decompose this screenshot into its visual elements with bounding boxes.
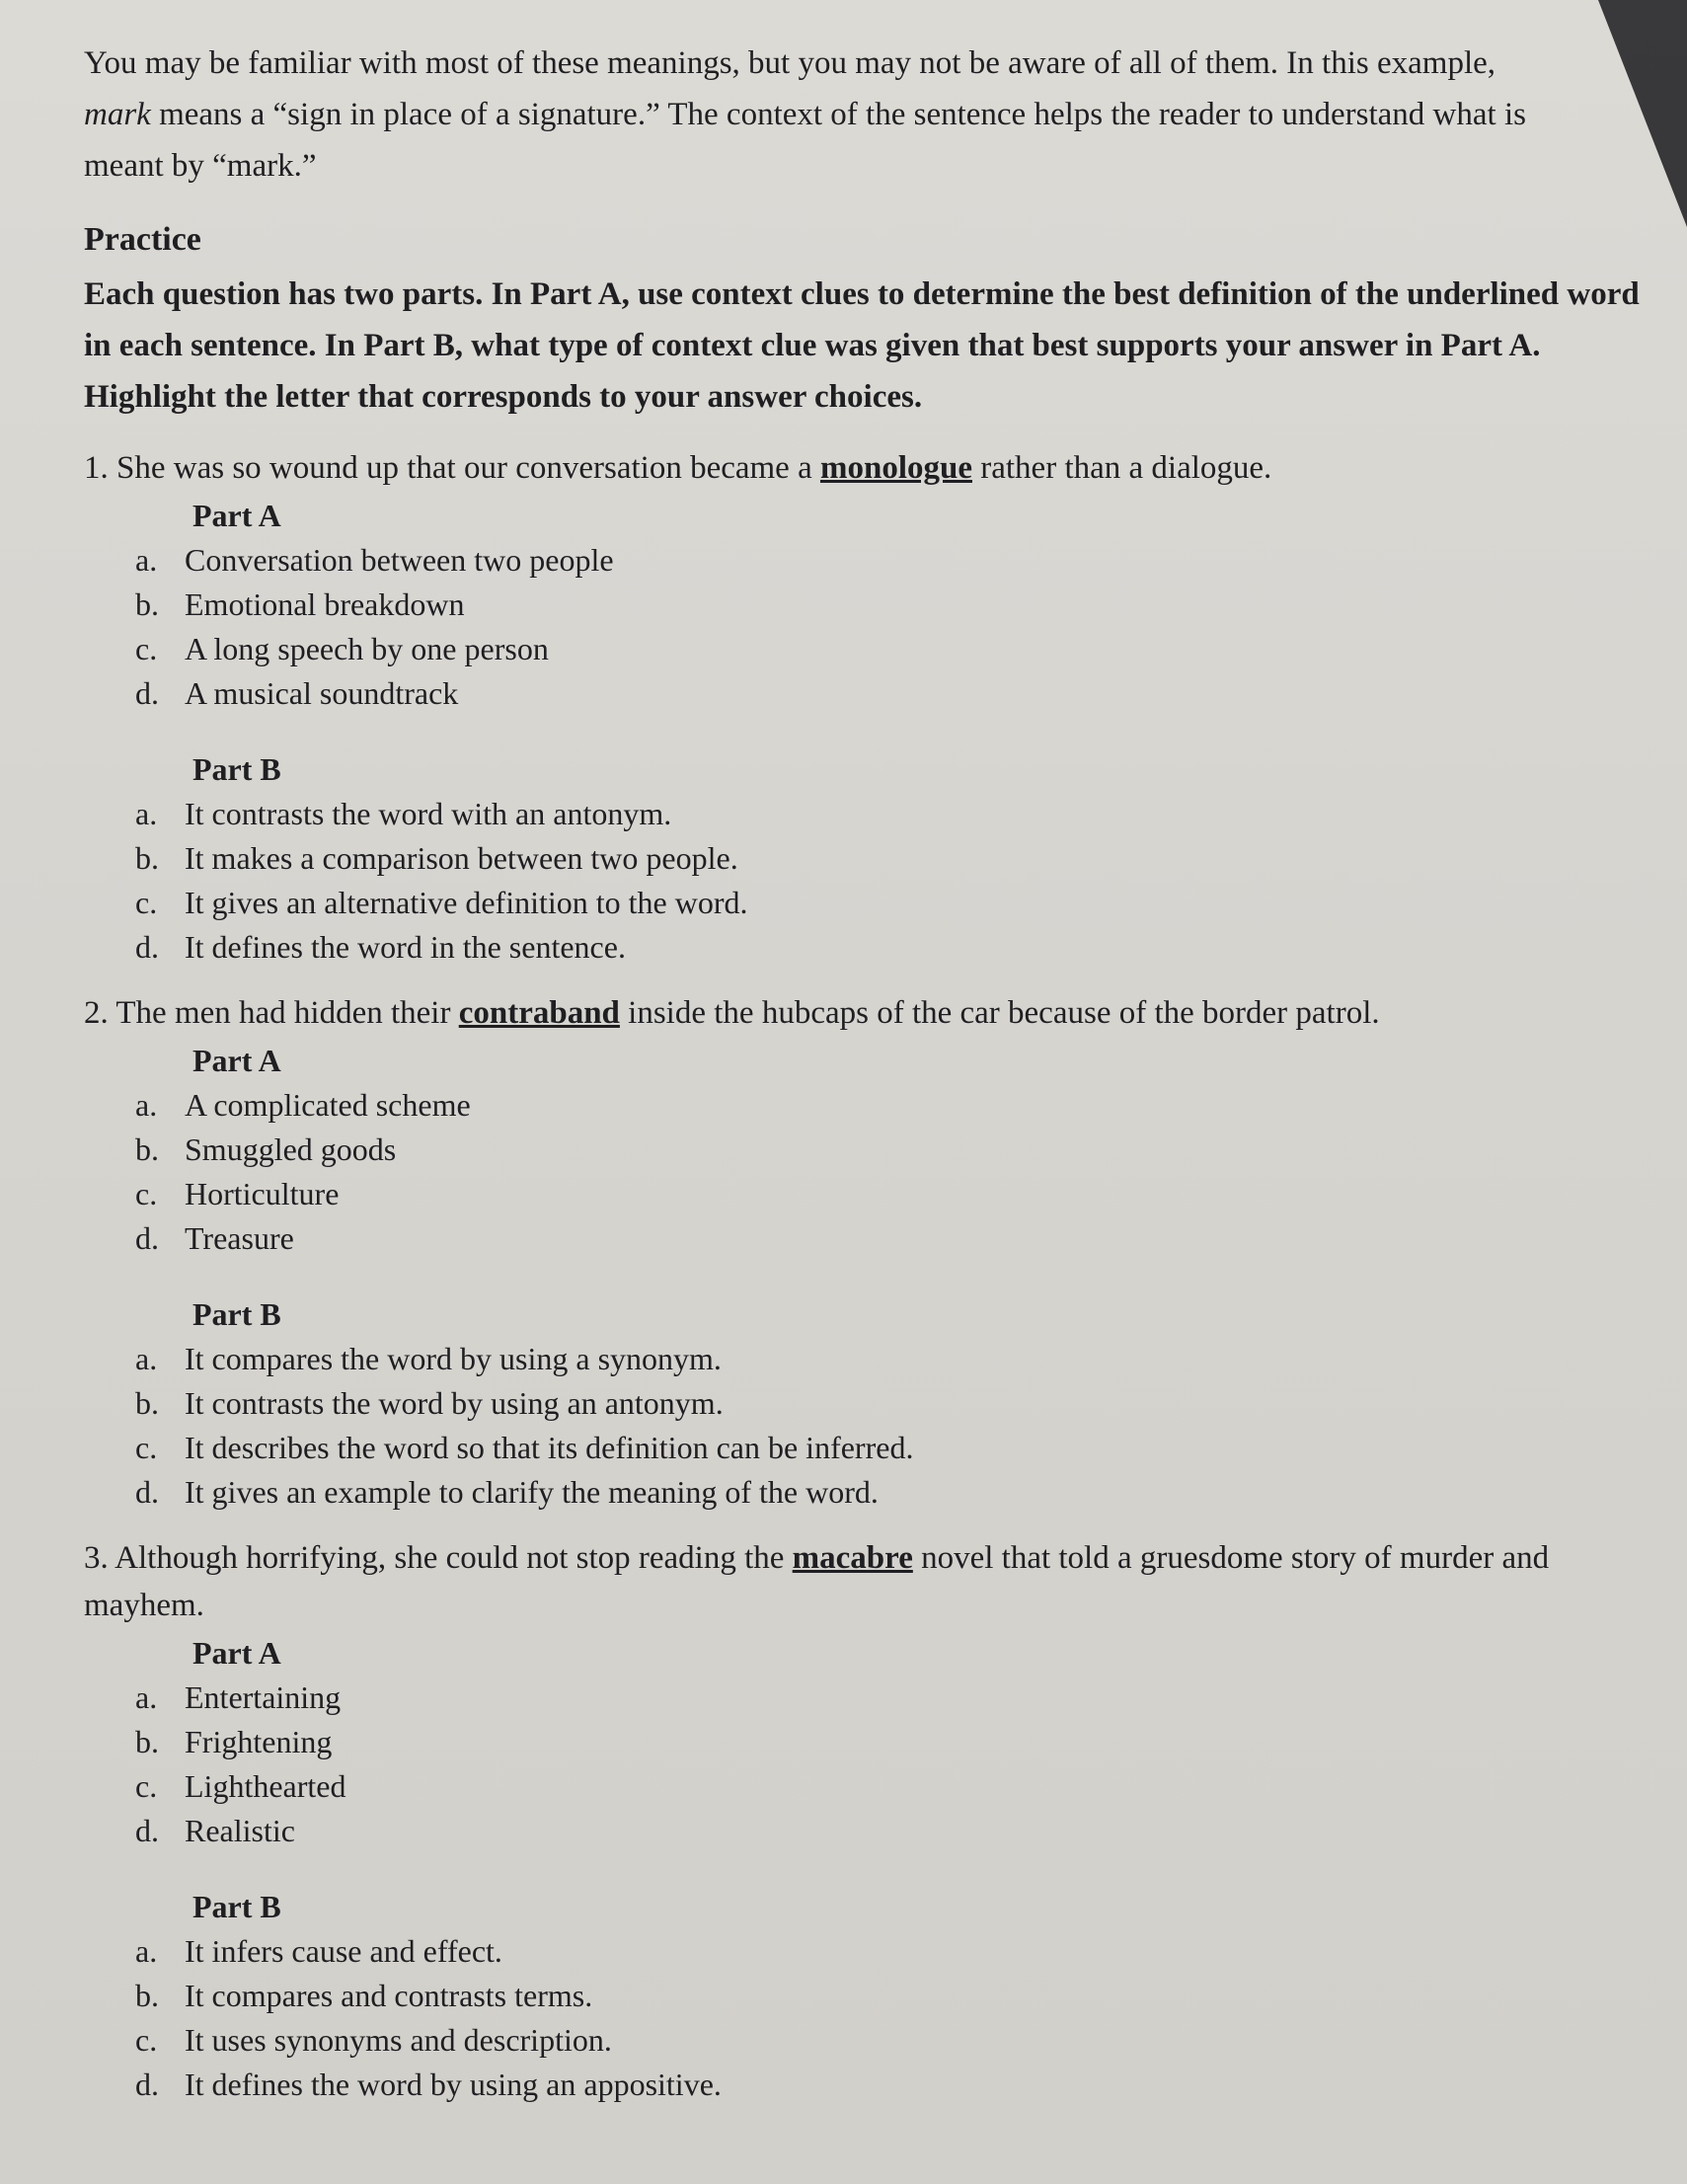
question-1 [84, 444, 1663, 970]
choice-text: Emotional breakdown [185, 586, 465, 622]
choice-text: It compares and contrasts terms. [185, 1978, 593, 2013]
choice-letter: d. [135, 675, 159, 711]
answer-choice[interactable] [135, 1128, 1663, 1172]
practice-instructions: Each question has two parts. In Part A, use context clues to determine the best definition of the underlined word in each sentence. In Part B, what type of context clue was given that best supports your answer in Part A. Highlight the letter that corresponds to your answer choices. [84, 276, 1640, 415]
question-sentence [84, 1534, 1663, 1629]
choice-letter: c. [135, 631, 158, 666]
question-number: 3. [84, 1540, 109, 1576]
answer-choice[interactable] [135, 1337, 1663, 1381]
intro-line-3: meant by “mark.” [84, 148, 317, 184]
choice-letter: c. [135, 1430, 158, 1465]
answer-choice[interactable] [135, 627, 1663, 671]
choice-letter: a. [135, 1933, 158, 1969]
answer-choice[interactable] [135, 1216, 1663, 1261]
part-b-options [84, 792, 1663, 970]
intro-line-1: You may be familiar with most of these meanings, but you may not be aware of all of them. In this example, [84, 45, 1496, 81]
question-number: 2. [84, 995, 109, 1031]
choice-letter: d. [135, 1474, 159, 1510]
answer-choice[interactable] [135, 1172, 1663, 1216]
part-b-label: Part B [192, 1296, 281, 1332]
underlined-word: contraband [458, 995, 620, 1031]
choice-text: It contrasts the word with an antonym. [185, 796, 672, 831]
intro-paragraph [84, 38, 1663, 192]
answer-choice[interactable] [135, 538, 1663, 583]
choice-text: Treasure [185, 1220, 294, 1256]
answer-choice[interactable] [135, 1381, 1663, 1426]
choice-text: It compares the word by using a synonym. [185, 1341, 722, 1376]
part-a-label: Part A [192, 1635, 281, 1671]
question-2 [84, 989, 1663, 1515]
worksheet-content [84, 38, 1663, 2107]
choice-text: Conversation between two people [185, 542, 614, 578]
part-a-options [84, 538, 1663, 716]
answer-choice[interactable] [135, 1676, 1663, 1720]
choice-letter: b. [135, 1131, 159, 1167]
sentence-before: The men had hidden their [108, 995, 459, 1031]
answer-choice[interactable] [135, 1470, 1663, 1515]
part-a-options [84, 1676, 1663, 1853]
choice-text: A long speech by one person [185, 631, 549, 666]
answer-choice[interactable] [135, 671, 1663, 716]
answer-choice[interactable] [135, 2018, 1663, 2063]
choice-letter: d. [135, 1813, 159, 1848]
choice-letter: b. [135, 1978, 159, 2013]
answer-choice[interactable] [135, 2063, 1663, 2107]
choice-text: It defines the word by using an appositive. [185, 2067, 722, 2102]
choice-text: It infers cause and effect. [185, 1933, 502, 1969]
question-sentence [84, 444, 1663, 492]
question-sentence [84, 989, 1663, 1037]
part-b-options [84, 1337, 1663, 1515]
answer-choice[interactable] [135, 583, 1663, 627]
choice-text: It gives an alternative definition to the word. [185, 885, 748, 920]
part-b-label: Part B [192, 751, 281, 787]
question-list [84, 444, 1663, 2107]
part-a-label: Part A [192, 498, 281, 533]
underlined-word: macabre [792, 1540, 913, 1576]
choice-text: It makes a comparison between two people. [185, 840, 738, 876]
choice-letter: b. [135, 586, 159, 622]
choice-letter: a. [135, 542, 158, 578]
choice-letter: a. [135, 1087, 158, 1123]
sentence-before: Although horrifying, she could not stop reading the [108, 1540, 793, 1576]
choice-text: It gives an example to clarify the meaning of the word. [185, 1474, 879, 1510]
part-a-options [84, 1083, 1663, 1261]
choice-letter: b. [135, 1385, 159, 1421]
choice-text: It defines the word in the sentence. [185, 929, 626, 965]
choice-text: Frightening [185, 1724, 333, 1759]
choice-letter: d. [135, 929, 159, 965]
practice-title: Practice [84, 221, 201, 258]
choice-letter: b. [135, 840, 159, 876]
choice-letter: b. [135, 1724, 159, 1759]
choice-letter: a. [135, 1679, 158, 1715]
sentence-after: inside the hubcaps of the car because of the border patrol. [619, 995, 1380, 1031]
answer-choice[interactable] [135, 1426, 1663, 1470]
answer-choice[interactable] [135, 792, 1663, 836]
choice-text: Smuggled goods [185, 1131, 397, 1167]
answer-choice[interactable] [135, 1929, 1663, 1974]
intro-italic-word: mark [84, 97, 151, 132]
answer-choice[interactable] [135, 1974, 1663, 2018]
choice-letter: c. [135, 1768, 158, 1804]
answer-choice[interactable] [135, 1809, 1663, 1853]
answer-choice[interactable] [135, 1764, 1663, 1809]
sentence-after: novel that told a gruesdome story of murder and mayhem. [84, 1540, 1550, 1623]
part-b-options [84, 1929, 1663, 2107]
answer-choice[interactable] [135, 836, 1663, 881]
sentence-after: rather than a dialogue. [972, 450, 1272, 486]
answer-choice[interactable] [135, 1720, 1663, 1764]
choice-text: Horticulture [185, 1176, 340, 1211]
choice-text: Realistic [185, 1813, 295, 1848]
choice-letter: c. [135, 885, 158, 920]
choice-letter: c. [135, 2022, 158, 2058]
answer-choice[interactable] [135, 925, 1663, 970]
intro-line-2: means a “sign in place of a signature.” The context of the sentence helps the reader to understand what is [150, 97, 1526, 132]
choice-text: It contrasts the word by using an antonym. [185, 1385, 724, 1421]
choice-text: Entertaining [185, 1679, 342, 1715]
choice-letter: a. [135, 796, 158, 831]
choice-letter: a. [135, 1341, 158, 1376]
choice-text: A musical soundtrack [185, 675, 459, 711]
question-number: 1. [84, 450, 109, 486]
choice-text: Lighthearted [185, 1768, 346, 1804]
underlined-word: monologue [819, 450, 972, 486]
sentence-before: She was so wound up that our conversation became a [108, 450, 820, 486]
answer-choice[interactable] [135, 881, 1663, 925]
choice-letter: d. [135, 1220, 159, 1256]
choice-text: It uses synonyms and description. [185, 2022, 612, 2058]
choice-letter: c. [135, 1176, 158, 1211]
question-3 [84, 1534, 1663, 2107]
choice-text: It describes the word so that its definition can be inferred. [185, 1430, 914, 1465]
part-a-label: Part A [192, 1043, 281, 1078]
answer-choice[interactable] [135, 1083, 1663, 1128]
choice-text: A complicated scheme [185, 1087, 471, 1123]
part-b-label: Part B [192, 1889, 281, 1924]
choice-letter: d. [135, 2067, 159, 2102]
